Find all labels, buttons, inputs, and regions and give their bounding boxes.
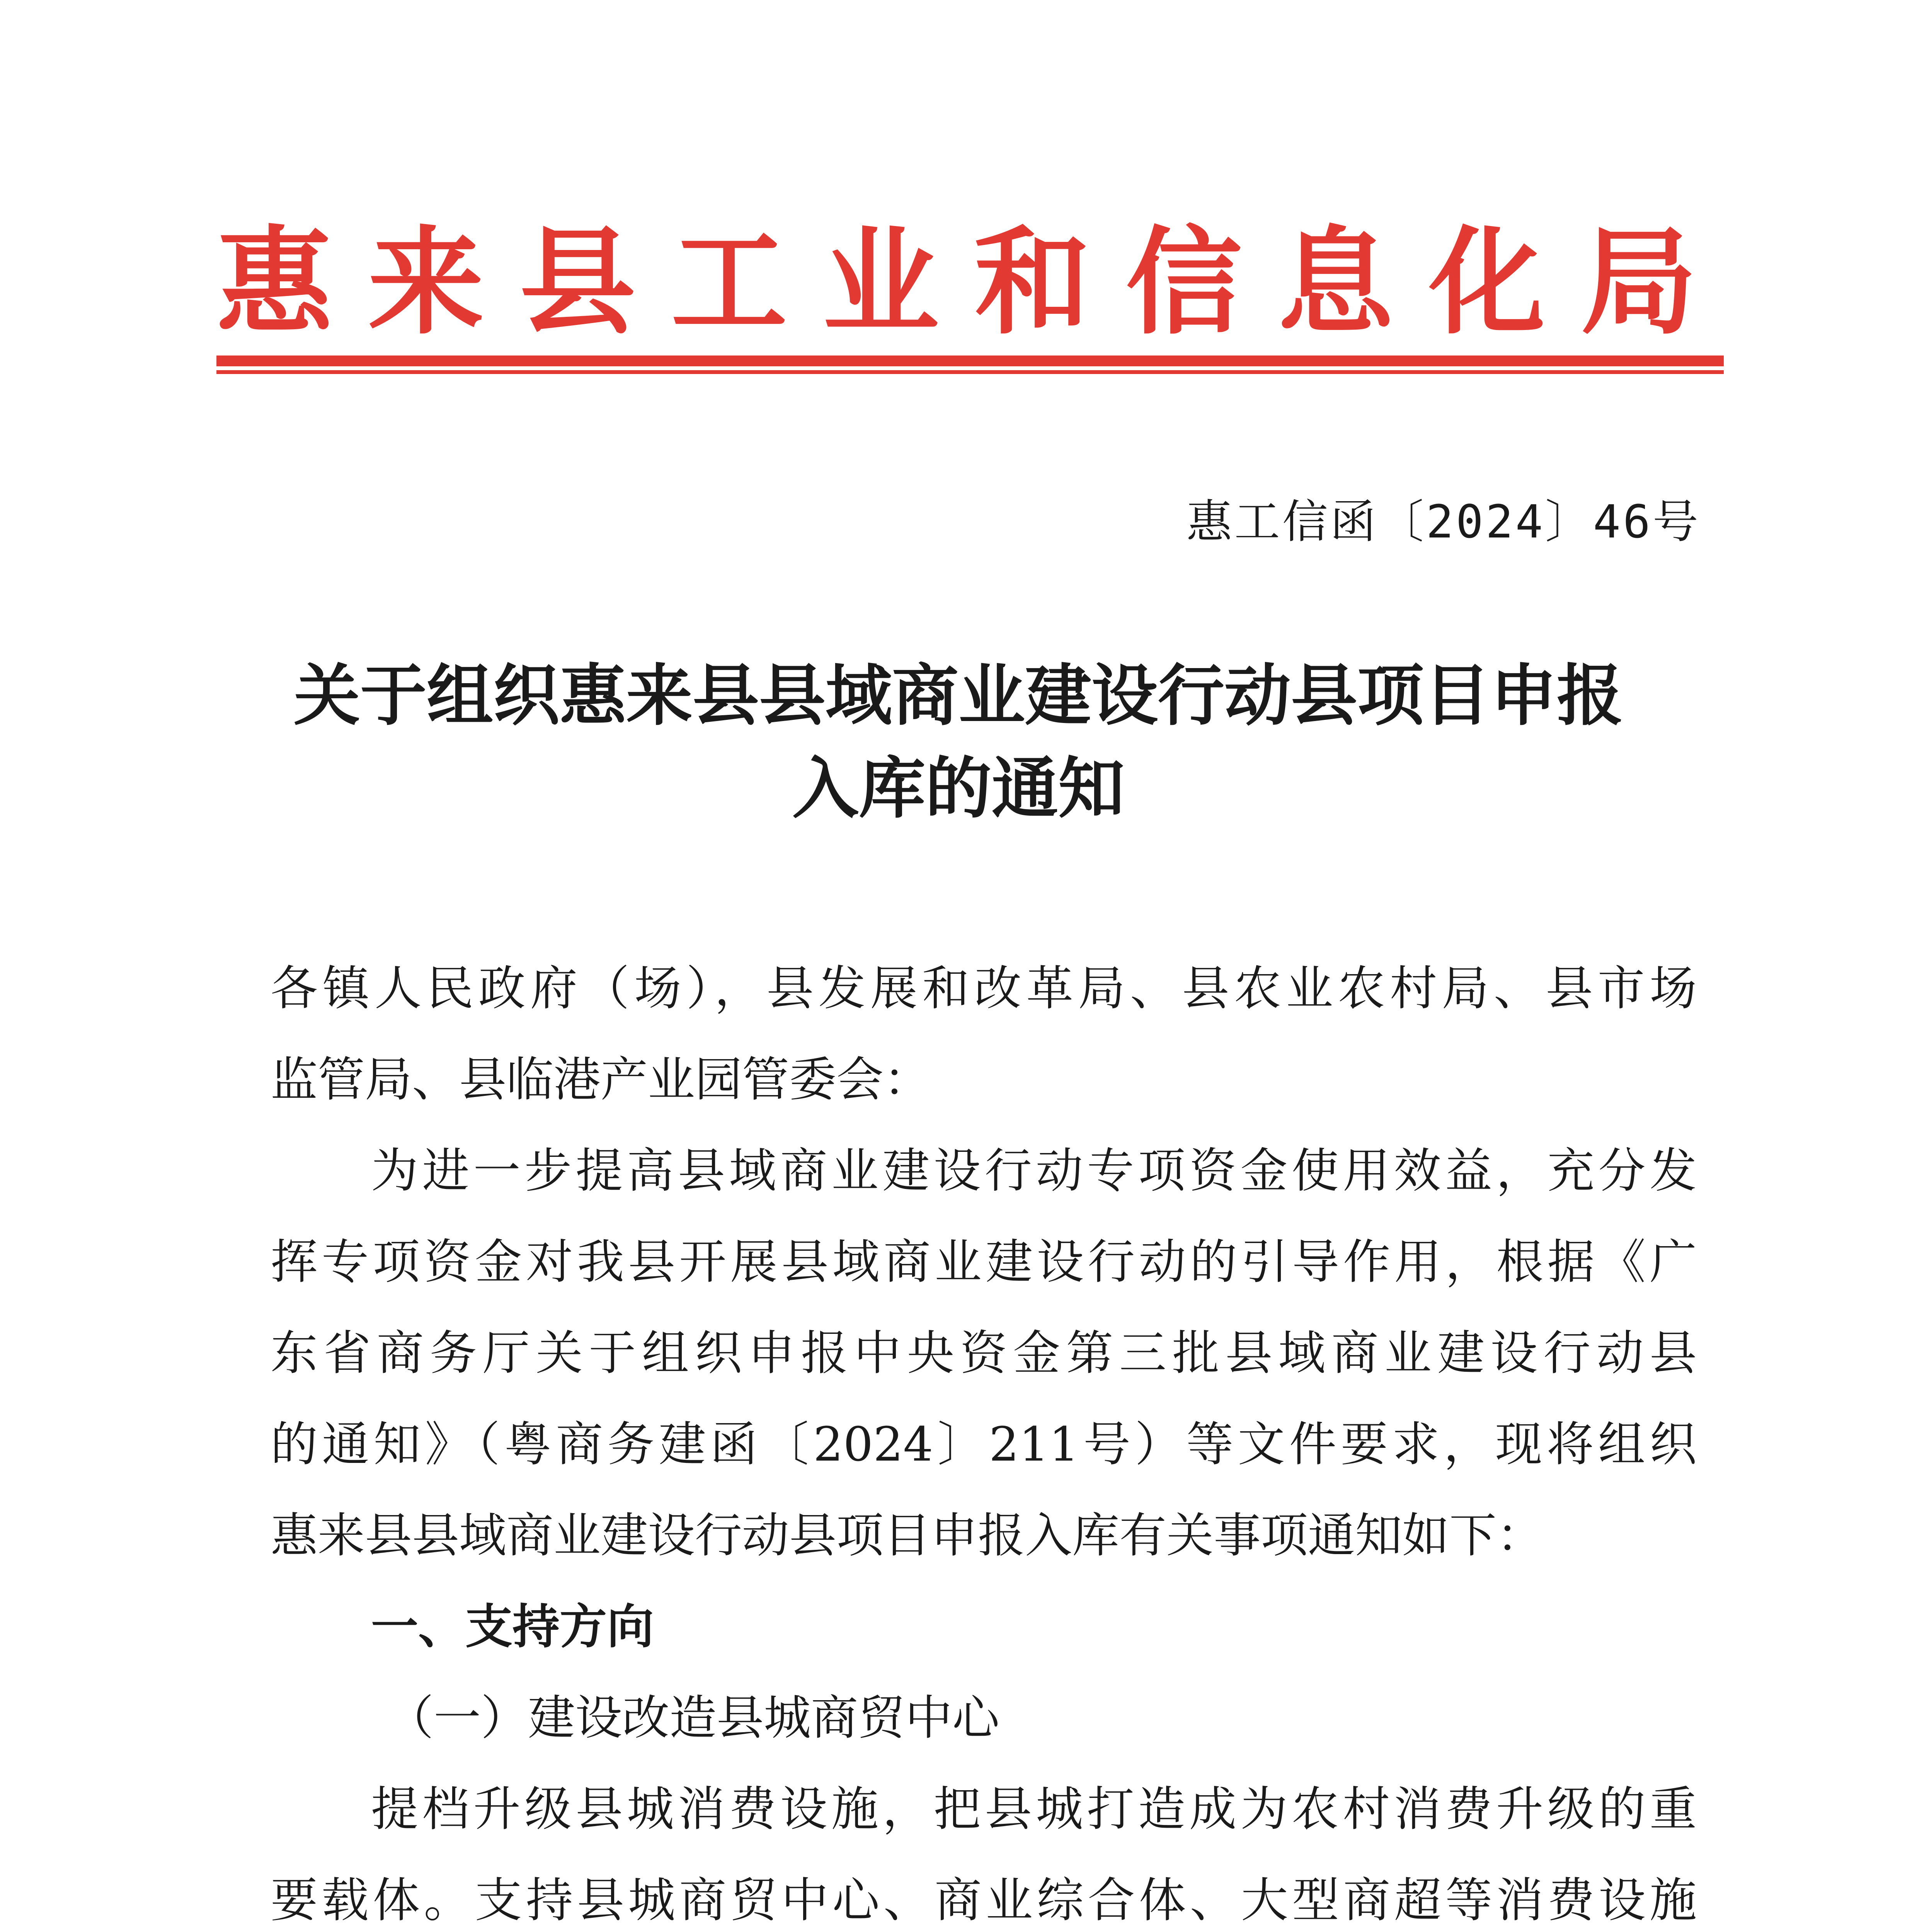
- subsection-heading: （一）建设改造县城商贸中心: [386, 1690, 999, 1745]
- letterhead-char: 业: [822, 214, 939, 350]
- title-line: 关于组织惠来县县域商业建设行动县项目申报: [294, 656, 1623, 735]
- paragraph-line: 为进一步提高县域商业建设行动专项资金使用效益，充分发: [371, 1143, 1697, 1198]
- letterhead-char: 局: [1580, 214, 1697, 350]
- document-number: 惠工信函〔2024〕46号: [1186, 495, 1701, 548]
- letterhead-char: 惠: [216, 214, 332, 350]
- document-body: [271, 943, 1697, 1932]
- section-paragraph: [271, 1764, 1697, 1932]
- paragraph-line: 提档升级县城消费设施，把县城打造成为农村消费升级的重: [371, 1782, 1697, 1837]
- document-title: [232, 649, 1685, 835]
- intro-paragraph: [271, 1125, 1697, 1581]
- paragraph-line: 东省商务厅关于组织申报中央资金第三批县域商业建设行动县: [271, 1326, 1697, 1381]
- letterhead-char: 县: [519, 214, 636, 350]
- letterhead-char: 信: [1126, 214, 1242, 350]
- section-heading: 一、支持方向: [371, 1599, 654, 1654]
- letterhead-char: 工: [671, 214, 787, 350]
- salutation-line: 各镇人民政府（场），县发展和改革局、县农业农村局、县市场: [271, 961, 1697, 1016]
- header-rule-thick: [216, 355, 1724, 366]
- paragraph-line: 惠来县县域商业建设行动县项目申报入库有关事项通知如下：: [271, 1508, 1544, 1563]
- salutation: [271, 943, 1697, 1125]
- paragraph-line: 要载体。支持县城商贸中心、商业综合体、大型商超等消费设施: [271, 1873, 1697, 1928]
- header-rule-thin: [216, 370, 1724, 374]
- letterhead-char: 来: [368, 214, 484, 350]
- salutation-line: 监管局、县临港产业园管委会：: [271, 1052, 931, 1107]
- letterhead-char: 化: [1429, 214, 1545, 350]
- letterhead-char: 和: [974, 214, 1091, 350]
- title-line: 入库的通知: [792, 749, 1125, 827]
- letterhead-char: 息: [1277, 214, 1394, 350]
- letterhead: [216, 216, 1697, 348]
- paragraph-line: 的通知》（粤商务建函〔2024〕211号）等文件要求，现将组织: [271, 1417, 1697, 1472]
- paragraph-line: 挥专项资金对我县开展县域商业建设行动的引导作用，根据《广: [271, 1235, 1697, 1289]
